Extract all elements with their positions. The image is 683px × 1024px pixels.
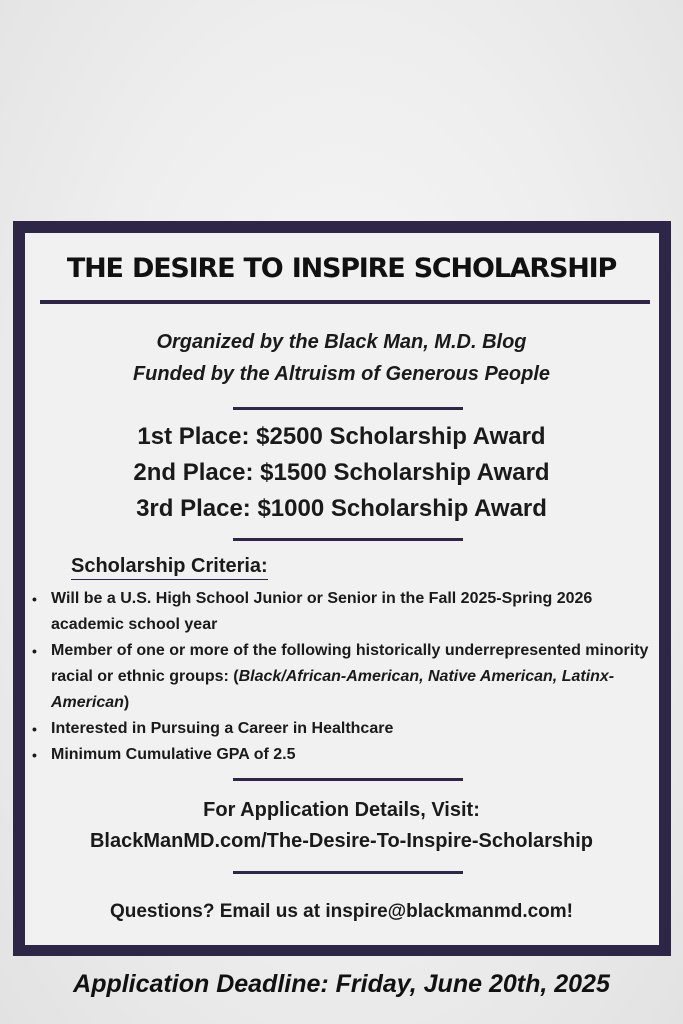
divider-1 xyxy=(233,407,463,410)
criteria-heading: Scholarship Criteria: xyxy=(71,555,268,580)
application-deadline: Application Deadline: Friday, June 20th, 2025 xyxy=(73,970,610,998)
divider-4 xyxy=(233,871,463,874)
bullet-icon: • xyxy=(32,643,37,659)
bullet-icon: • xyxy=(32,721,37,737)
criteria-list xyxy=(32,586,657,768)
bullet-icon: • xyxy=(32,591,37,607)
visit-label: For Application Details, Visit: xyxy=(203,799,480,821)
criteria-item-groups: Black/African-American, Native American, Latinx-American xyxy=(51,668,615,711)
bullet-icon: • xyxy=(32,747,37,763)
criteria-item-text: Member of one or more of the following historically underrepresented minority racial or ethnic groups: ( xyxy=(51,642,649,685)
award-third-place: 3rd Place: $1000 Scholarship Award xyxy=(136,495,547,522)
organized-by-text: Organized by the Black Man, M.D. Blog xyxy=(156,331,527,353)
divider-2 xyxy=(233,538,463,541)
visit-url-link[interactable]: BlackManMD.com/The-Desire-To-Inspire-Scholarship xyxy=(89,830,594,852)
criteria-item-text: Interested in Pursuing a Career in Healthcare xyxy=(51,720,394,737)
funded-by-text: Funded by the Altruism of Generous People xyxy=(132,363,551,385)
criteria-item xyxy=(32,638,657,716)
criteria-item-text: Will be a U.S. High School Junior or Senior in the Fall 2025-Spring 2026 academic school year xyxy=(51,590,593,633)
questions-email-text[interactable]: Questions? Email us at inspire@blackmanmd.com! xyxy=(109,901,574,922)
award-second-place: 2nd Place: $1500 Scholarship Award xyxy=(133,459,550,486)
criteria-item xyxy=(32,716,657,742)
divider-3 xyxy=(233,778,463,781)
award-first-place: 1st Place: $2500 Scholarship Award xyxy=(137,423,546,450)
criteria-item xyxy=(32,586,657,638)
title-divider xyxy=(40,300,650,304)
criteria-item-text: Minimum Cumulative GPA of 2.5 xyxy=(51,746,296,763)
poster-title: THE DESIRE TO INSPIRE SCHOLARSHIP xyxy=(66,253,617,284)
criteria-item xyxy=(32,742,657,768)
criteria-item-closing: ) xyxy=(123,694,130,711)
